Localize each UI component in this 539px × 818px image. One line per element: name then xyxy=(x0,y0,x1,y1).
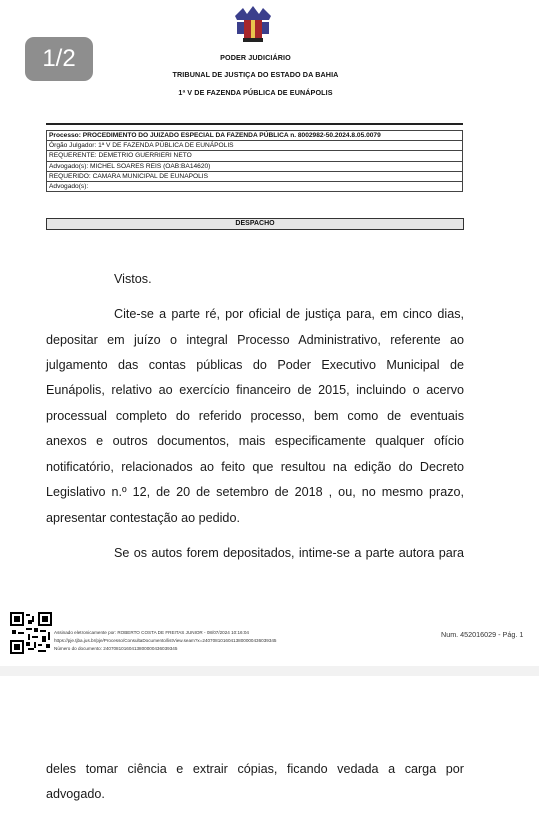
qr-code-icon xyxy=(10,612,52,654)
num-page-label: Num. 452016029 - Pág. 1 xyxy=(441,630,524,639)
coat-of-arms-logo xyxy=(231,4,275,44)
body-line: notificatório, relacionados ao feito que resultou na edição do Decreto xyxy=(46,460,464,474)
page-counter-badge: 1/2 xyxy=(25,37,93,81)
requerido-row: REQUERIDO: CAMARA MUNICIPAL DE EUNAPOLIS xyxy=(46,172,463,182)
process-info-box xyxy=(46,123,463,192)
validation-url-link[interactable]: https://pje.tjba.jus.br/pje/Processo/ConsultaDocumento/listView.seam?x=24070810160413800000436039345 xyxy=(54,638,277,643)
header-vara: 1ª V DE FAZENDA PÚBLICA DE EUNÁPOLIS xyxy=(178,88,333,97)
vistos-text: Vistos. xyxy=(114,272,152,286)
advogado-requerido-row: Advogado(s): xyxy=(46,182,463,192)
body-line: Eunápolis, relativo ao exercício financeiro de 2015, incluindo o acervo xyxy=(46,383,464,397)
orgao-julgador-row: Órgão Julgador: 1ª V DE FAZENDA PÚBLICA DE EUNÁPOLIS xyxy=(46,141,463,151)
document-page-2 xyxy=(0,676,539,818)
body-line: apresentar contestação ao pedido. xyxy=(46,511,240,525)
body-line-page2: deles tomar ciência e extrair cópias, ficando vedada a carga por xyxy=(46,762,464,776)
process-number-row: Processo: PROCEDIMENTO DO JUIZADO ESPECIAL DA FAZENDA PÚBLICA n. 8002982-50.2024.8.05.0079 xyxy=(46,130,463,141)
body-line: processual completo do referido processo, bem como de eventuais xyxy=(46,409,464,423)
header-poder-judiciario: PODER JUDICIÁRIO xyxy=(220,53,291,62)
advogado-requerente-row: Advogado(s): MICHEL SOARES REIS (OAB:BA14620) xyxy=(46,162,463,172)
body-line-page2: advogado. xyxy=(46,787,105,801)
body-line: julgamento das contas públicas do Poder Executivo Municipal de xyxy=(46,358,464,372)
body-line-last-paragraph: Se os autos forem depositados, intime-se a parte autora para xyxy=(114,546,464,560)
body-line: Legislativo n.º 12, de 20 de setembro de 2018 , ou, no mesmo prazo, xyxy=(46,485,464,499)
document-number: Número do documento: 24070810160413800000436039345 xyxy=(54,646,178,651)
requerente-row: REQUERENTE: DEMETRIO GUERRIERI NETO xyxy=(46,151,463,161)
section-title-despacho: DESPACHO xyxy=(46,218,464,230)
header-tribunal: TRIBUNAL DE JUSTIÇA DO ESTADO DA BAHIA xyxy=(172,70,339,79)
body-line: depositar em juízo o integral Processo Administrativo, referente ao xyxy=(46,333,464,347)
body-line: anexos e outros documentos, mais especificamente qualquer ofício xyxy=(46,434,464,448)
body-line: Cite-se a parte ré, por oficial de justiça para, em cinco dias, xyxy=(114,307,464,321)
signature-text: Assinado eletronicamente por: ROBERTO COSTA DE FREITAS JUNIOR - 08/07/2024 10:16:04 xyxy=(54,630,249,635)
page-separator xyxy=(0,666,539,676)
